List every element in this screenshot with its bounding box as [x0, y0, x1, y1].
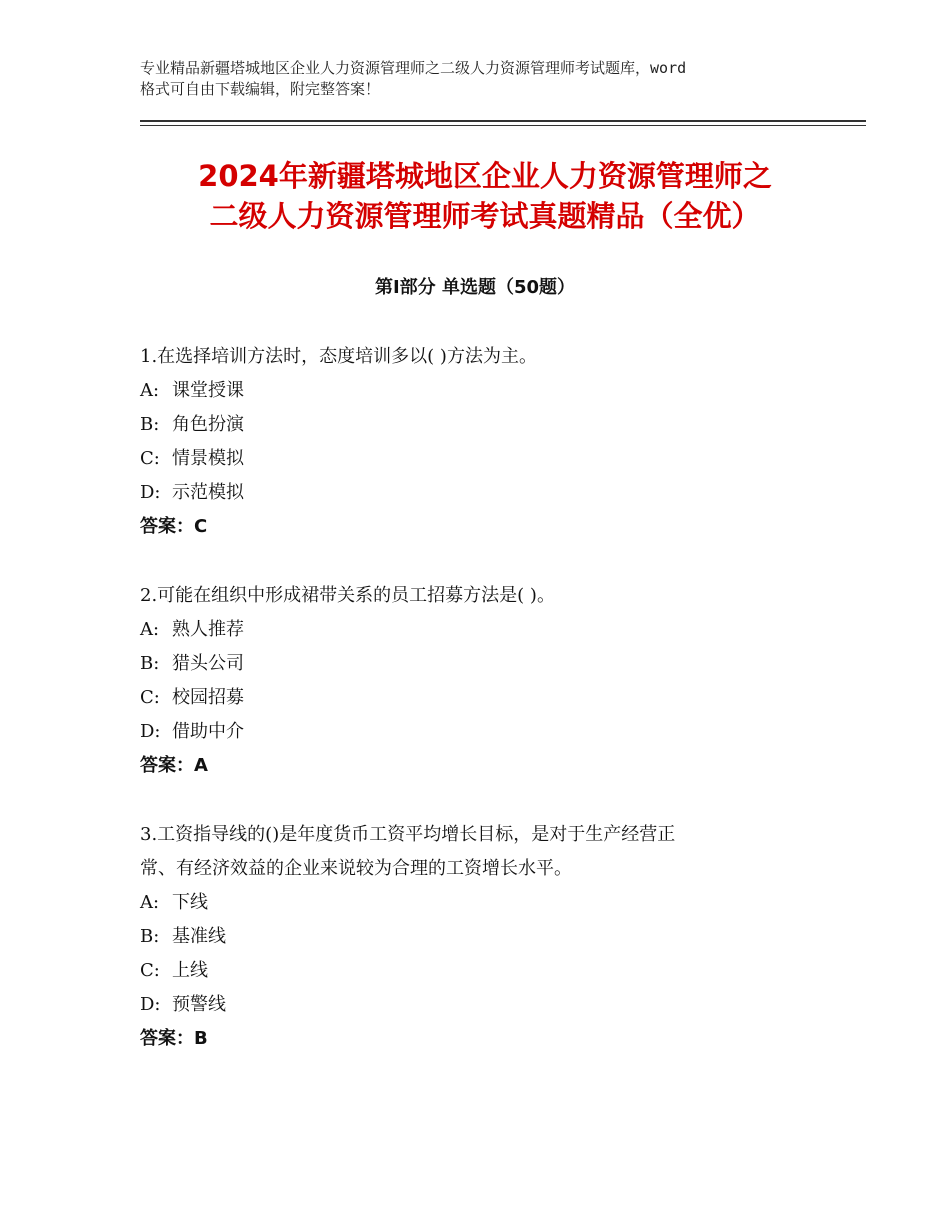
- option-text: 示范模拟: [172, 482, 244, 503]
- option-letter: B:: [140, 926, 160, 947]
- option-letter: C:: [140, 687, 160, 708]
- document-title: [140, 156, 830, 236]
- answer-label: 答案：: [140, 1028, 194, 1049]
- option-text: 熟人推荐: [172, 619, 244, 640]
- answer-label: 答案：: [140, 516, 194, 537]
- question-stem: [140, 818, 840, 886]
- option-letter: A:: [140, 619, 160, 640]
- answer-line: [140, 1022, 840, 1056]
- answer-line: [140, 510, 840, 544]
- option-b: [140, 408, 840, 442]
- answer-label: 答案：: [140, 755, 194, 776]
- option-d: [140, 988, 840, 1022]
- option-text: 课堂授课: [172, 380, 244, 401]
- question-stem-line: 3.工资指导线的()是年度货币工资平均增长目标，是对于生产经营正: [140, 824, 676, 845]
- option-b: [140, 647, 840, 681]
- option-text: 借助中介: [172, 721, 244, 742]
- option-c: [140, 681, 840, 715]
- option-c: [140, 954, 840, 988]
- header-divider-thin: [140, 125, 866, 126]
- option-c: [140, 442, 840, 476]
- option-text: 上线: [172, 960, 208, 981]
- option-d: [140, 715, 840, 749]
- option-d: [140, 476, 840, 510]
- option-letter: D:: [140, 482, 161, 503]
- option-b: [140, 920, 840, 954]
- question-1: [140, 340, 840, 544]
- document-title-line-2: 二级人力资源管理师考试真题精品（全优）: [209, 199, 761, 233]
- option-text: 角色扮演: [172, 414, 244, 435]
- question-3: [140, 818, 840, 1056]
- option-letter: B:: [140, 414, 160, 435]
- option-a: [140, 886, 840, 920]
- answer-value: B: [194, 1028, 208, 1049]
- option-text: 猎头公司: [172, 653, 244, 674]
- answer-line: [140, 749, 840, 783]
- option-letter: C:: [140, 960, 160, 981]
- option-text: 下线: [172, 892, 208, 913]
- option-text: 基准线: [172, 926, 226, 947]
- question-stem-line: 1.在选择培训方法时，态度培训多以( )方法为主。: [140, 346, 537, 367]
- option-letter: B:: [140, 653, 160, 674]
- section-heading: 第Ⅰ部分 单选题（50题）: [374, 277, 575, 298]
- option-letter: C:: [140, 448, 160, 469]
- option-a: [140, 374, 840, 408]
- answer-value: C: [194, 516, 208, 537]
- answer-value: A: [194, 755, 208, 776]
- question-2: [140, 579, 840, 783]
- option-letter: A:: [140, 380, 160, 401]
- header-note-line-2: 格式可自由下载编辑，附完整答案！: [140, 80, 381, 98]
- header-note: [140, 58, 830, 100]
- option-a: [140, 613, 840, 647]
- document-title-line-1: 2024年新疆塔城地区企业人力资源管理师之: [198, 159, 772, 193]
- header-note-line-1: 专业精品新疆塔城地区企业人力资源管理师之二级人力资源管理师考试题库，word: [140, 59, 687, 77]
- question-stem: [140, 579, 840, 613]
- question-stem-line: 2.可能在组织中形成裙带关系的员工招募方法是( )。: [140, 585, 555, 606]
- option-text: 预警线: [172, 994, 226, 1015]
- option-letter: D:: [140, 994, 161, 1015]
- question-stem-line: 常、有经济效益的企业来说较为合理的工资增长水平。: [140, 858, 572, 879]
- option-text: 校园招募: [172, 687, 244, 708]
- option-letter: A:: [140, 892, 160, 913]
- question-stem: [140, 340, 840, 374]
- option-letter: D:: [140, 721, 161, 742]
- option-text: 情景模拟: [172, 448, 244, 469]
- header-divider-thick: [140, 120, 866, 122]
